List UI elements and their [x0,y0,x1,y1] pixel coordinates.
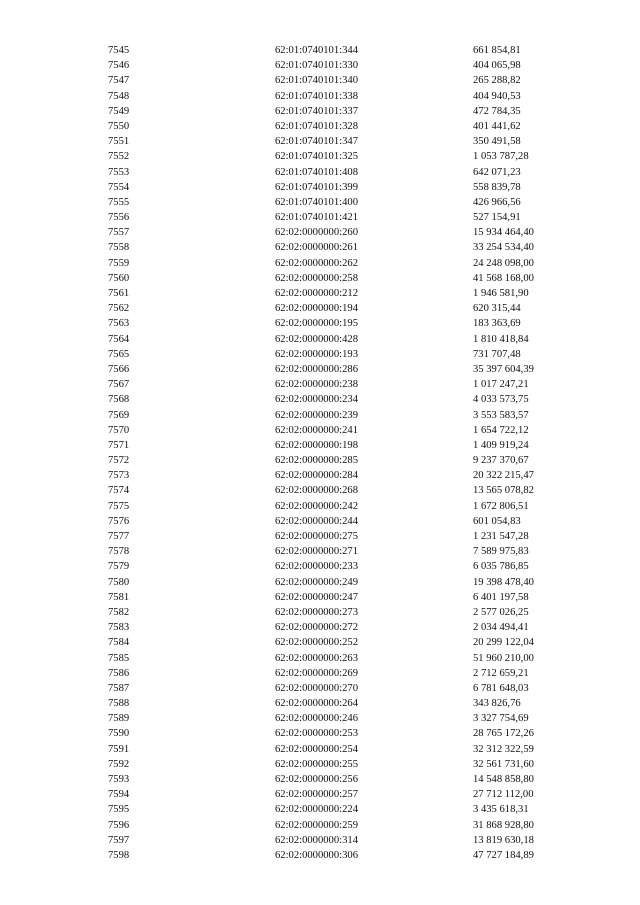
value-cell: 1 409 919,24 [473,439,529,451]
value-cell: 661 854,81 [473,45,521,56]
table-row [108,362,568,377]
row-number-cell: 7594 [108,789,130,801]
table-row [108,605,568,620]
value-cell: 426 966,56 [473,196,521,208]
table-row [108,89,568,104]
row-number-cell: 7589 [108,713,130,725]
value-cell: 1 672 806,51 [473,500,529,512]
value-cell: 13 565 078,82 [473,485,534,497]
table-row [108,180,568,195]
table-row [108,544,568,559]
table-row [108,666,568,681]
table-row [108,772,568,787]
table-row [108,590,568,605]
cadastral-number-cell: 62:02:0000000:428 [275,333,358,345]
cadastral-number-cell: 62:01:0740101:408 [275,166,358,178]
cadastral-number-cell: 62:01:0740101:328 [275,120,358,132]
cadastral-number-cell: 62:02:0000000:269 [275,667,358,679]
table-row [108,681,568,696]
cadastral-number-cell: 62:02:0000000:257 [275,789,358,801]
value-cell: 20 322 215,47 [473,470,534,482]
value-cell: 527 154,91 [473,212,521,224]
row-number-cell: 7561 [108,288,130,299]
row-number-cell: 7562 [108,303,130,315]
table-row [108,271,568,286]
cadastral-number-cell: 62:02:0000000:252 [275,637,358,649]
cadastral-number-cell: 62:01:0740101:325 [275,151,358,163]
value-cell: 1 946 581,90 [473,288,529,299]
cadastral-number-cell: 62:01:0740101:421 [275,212,358,224]
value-cell: 33 254 534,40 [473,242,534,254]
row-number-cell: 7567 [108,379,130,391]
value-cell: 4 033 573,75 [473,394,529,406]
row-number-cell: 7545 [108,45,130,56]
cadastral-number-cell: 62:01:0740101:347 [275,136,358,148]
cadastral-number-cell: 62:02:0000000:247 [275,591,358,603]
row-number-cell: 7551 [108,136,130,148]
cadastral-number-cell: 62:01:0740101:337 [275,105,358,117]
value-cell: 3 327 754,69 [473,713,529,725]
table-row [108,408,568,423]
cadastral-number-cell: 62:02:0000000:249 [275,576,358,588]
table-row [108,256,568,271]
value-cell: 41 568 168,00 [473,272,534,284]
value-cell: 6 781 648,03 [473,682,529,694]
value-cell: 51 960 210,00 [473,652,534,664]
table-row [108,134,568,149]
cadastral-number-cell: 62:02:0000000:259 [275,819,358,831]
table-row [108,195,568,210]
table-row [108,210,568,225]
row-number-cell: 7549 [108,105,130,117]
cadastral-number-cell: 62:02:0000000:233 [275,561,358,573]
row-number-cell: 7560 [108,272,130,284]
row-number-cell: 7556 [108,212,130,224]
cadastral-number-cell: 62:02:0000000:268 [275,485,358,497]
cadastral-number-cell: 62:02:0000000:314 [275,834,358,846]
row-number-cell: 7571 [108,439,130,451]
table-row [108,802,568,817]
cadastral-number-cell: 62:02:0000000:193 [275,348,358,360]
row-number-cell: 7555 [108,196,130,208]
cadastral-number-cell: 62:02:0000000:198 [275,439,358,451]
table-body [108,43,568,863]
cadastral-number-cell: 62:02:0000000:270 [275,682,358,694]
row-number-cell: 7546 [108,60,130,72]
cadastral-number-cell: 62:01:0740101:344 [275,45,358,56]
value-cell: 404 065,98 [473,60,521,72]
row-number-cell: 7557 [108,227,130,239]
cadastral-number-cell: 62:02:0000000:271 [275,546,358,558]
table-row [108,165,568,180]
value-cell: 28 765 172,26 [473,728,534,740]
table-row [108,726,568,741]
value-cell: 47 727 184,89 [473,849,534,861]
row-number-cell: 7577 [108,531,130,542]
table-row [108,651,568,666]
cadastral-number-cell: 62:02:0000000:285 [275,455,358,467]
table-row [108,757,568,772]
row-number-cell: 7564 [108,333,130,345]
cadastral-number-cell: 62:02:0000000:254 [275,743,358,755]
cadastral-number-cell: 62:01:0740101:330 [275,60,358,72]
cadastral-number-cell: 62:01:0740101:338 [275,90,358,102]
cadastral-number-cell: 62:02:0000000:272 [275,622,358,634]
row-number-cell: 7559 [108,257,130,269]
table-row [108,301,568,316]
table-row [108,286,568,301]
row-number-cell: 7568 [108,394,130,406]
cadastral-number-cell: 62:02:0000000:258 [275,272,358,284]
value-cell: 265 288,82 [473,75,521,87]
cadastral-number-cell: 62:02:0000000:242 [275,500,358,512]
value-cell: 472 784,35 [473,105,521,117]
row-number-cell: 7550 [108,120,130,132]
cadastral-number-cell: 62:02:0000000:253 [275,728,358,740]
table-row [108,392,568,407]
table-row [108,559,568,574]
value-cell: 24 248 098,00 [473,257,534,269]
value-cell: 6 035 786,85 [473,561,529,573]
cadastral-number-cell: 62:02:0000000:273 [275,606,358,618]
row-number-cell: 7583 [108,622,130,634]
table-row [108,529,568,544]
row-number-cell: 7547 [108,75,130,87]
table-row [108,468,568,483]
value-cell: 2 712 659,21 [473,667,529,679]
value-cell: 1 810 418,84 [473,333,529,345]
table-row [108,711,568,726]
value-cell: 9 237 370,67 [473,455,529,467]
cadastral-number-cell: 62:02:0000000:239 [275,409,358,421]
row-number-cell: 7581 [108,591,130,603]
cadastral-number-cell: 62:02:0000000:238 [275,379,358,391]
table-row [108,332,568,347]
cadastral-number-cell: 62:02:0000000:212 [275,288,358,299]
table-row [108,104,568,119]
cadastral-number-cell: 62:01:0740101:399 [275,181,358,193]
cadastral-number-cell: 62:02:0000000:286 [275,363,358,375]
row-number-cell: 7595 [108,804,130,816]
cadastral-number-cell: 62:02:0000000:246 [275,713,358,725]
cadastral-number-cell: 62:01:0740101:400 [275,196,358,208]
row-number-cell: 7596 [108,819,130,831]
table-row [108,225,568,240]
value-cell: 1 231 547,28 [473,531,529,542]
value-cell: 32 312 322,59 [473,743,534,755]
cadastral-number-cell: 62:02:0000000:306 [275,849,358,861]
row-number-cell: 7566 [108,363,130,375]
table-row [108,73,568,88]
cadastral-number-cell: 62:02:0000000:262 [275,257,358,269]
value-cell: 620 315,44 [473,303,521,315]
row-number-cell: 7570 [108,424,130,436]
table-row [108,438,568,453]
row-number-cell: 7580 [108,576,130,588]
table-row [108,149,568,164]
value-cell: 1 017 247,21 [473,379,529,391]
row-number-cell: 7548 [108,90,130,102]
table-row [108,575,568,590]
row-number-cell: 7575 [108,500,130,512]
table-row [108,833,568,848]
row-number-cell: 7569 [108,409,130,421]
value-cell: 27 712 112,00 [473,789,534,801]
row-number-cell: 7579 [108,561,130,573]
value-cell: 558 839,78 [473,181,521,193]
value-cell: 31 868 928,80 [473,819,534,831]
row-number-cell: 7584 [108,637,130,649]
value-cell: 2 034 494,41 [473,622,529,634]
row-number-cell: 7572 [108,455,130,467]
row-number-cell: 7558 [108,242,130,254]
row-number-cell: 7591 [108,743,130,755]
row-number-cell: 7593 [108,774,130,785]
table-row [108,347,568,362]
table-row [108,483,568,498]
value-cell: 3 553 583,57 [473,409,529,421]
table-row [108,620,568,635]
table-row [108,848,568,863]
cadastral-number-cell: 62:02:0000000:241 [275,424,358,436]
value-cell: 183 363,69 [473,318,521,330]
row-number-cell: 7590 [108,728,130,740]
row-number-cell: 7587 [108,682,130,694]
table-row [108,423,568,438]
table-row [108,818,568,833]
cadastral-number-cell: 62:01:0740101:340 [275,75,358,87]
cadastral-number-cell: 62:02:0000000:234 [275,394,358,406]
row-number-cell: 7554 [108,181,130,193]
cadastral-number-cell: 62:02:0000000:194 [275,303,358,315]
table-row [108,696,568,711]
row-number-cell: 7563 [108,318,130,330]
row-number-cell: 7597 [108,834,130,846]
table-row [108,43,568,58]
value-cell: 35 397 604,39 [473,363,534,375]
table-row [108,58,568,73]
cadastral-number-cell: 62:02:0000000:244 [275,515,358,527]
value-cell: 731 707,48 [473,348,521,360]
table-row [108,742,568,757]
row-number-cell: 7573 [108,470,130,482]
row-number-cell: 7552 [108,151,130,163]
value-cell: 350 491,58 [473,136,521,148]
table-row [108,635,568,650]
table-row [108,514,568,529]
row-number-cell: 7588 [108,698,130,710]
cadastral-number-cell: 62:02:0000000:263 [275,652,358,664]
cadastral-number-cell: 62:02:0000000:261 [275,242,358,254]
row-number-cell: 7586 [108,667,130,679]
row-number-cell: 7585 [108,652,130,664]
cadastral-number-cell: 62:02:0000000:255 [275,758,358,770]
value-cell: 20 299 122,04 [473,637,534,649]
cadastral-number-cell: 62:02:0000000:260 [275,227,358,239]
value-cell: 2 577 026,25 [473,606,529,618]
table-row [108,316,568,331]
value-cell: 19 398 478,40 [473,576,534,588]
table-row [108,377,568,392]
cadastral-number-cell: 62:02:0000000:264 [275,698,358,710]
cadastral-number-cell: 62:02:0000000:256 [275,774,358,785]
cadastral-number-cell: 62:02:0000000:195 [275,318,358,330]
value-cell: 13 819 630,18 [473,834,534,846]
value-cell: 404 940,53 [473,90,521,102]
value-cell: 14 548 858,80 [473,774,534,785]
value-cell: 15 934 464,40 [473,227,534,239]
row-number-cell: 7578 [108,546,130,558]
row-number-cell: 7598 [108,849,130,861]
table-row [108,119,568,134]
table-row [108,787,568,802]
value-cell: 1 053 787,28 [473,151,529,163]
value-cell: 401 441,62 [473,120,521,132]
table-row [108,499,568,514]
cadastral-value-table [108,43,568,863]
value-cell: 601 054,83 [473,515,521,527]
value-cell: 1 654 722,12 [473,424,529,436]
value-cell: 642 071,23 [473,166,521,178]
value-cell: 3 435 618,31 [473,804,529,816]
row-number-cell: 7565 [108,348,130,360]
value-cell: 7 589 975,83 [473,546,529,558]
table-row [108,453,568,468]
table-row [108,240,568,255]
cadastral-number-cell: 62:02:0000000:284 [275,470,358,482]
row-number-cell: 7592 [108,758,130,770]
row-number-cell: 7574 [108,485,130,497]
value-cell: 343 826,76 [473,698,521,710]
cadastral-number-cell: 62:02:0000000:275 [275,531,358,542]
row-number-cell: 7582 [108,606,130,618]
value-cell: 6 401 197,58 [473,591,529,603]
row-number-cell: 7553 [108,166,130,178]
cadastral-number-cell: 62:02:0000000:224 [275,804,358,816]
row-number-cell: 7576 [108,515,130,527]
value-cell: 32 561 731,60 [473,758,534,770]
